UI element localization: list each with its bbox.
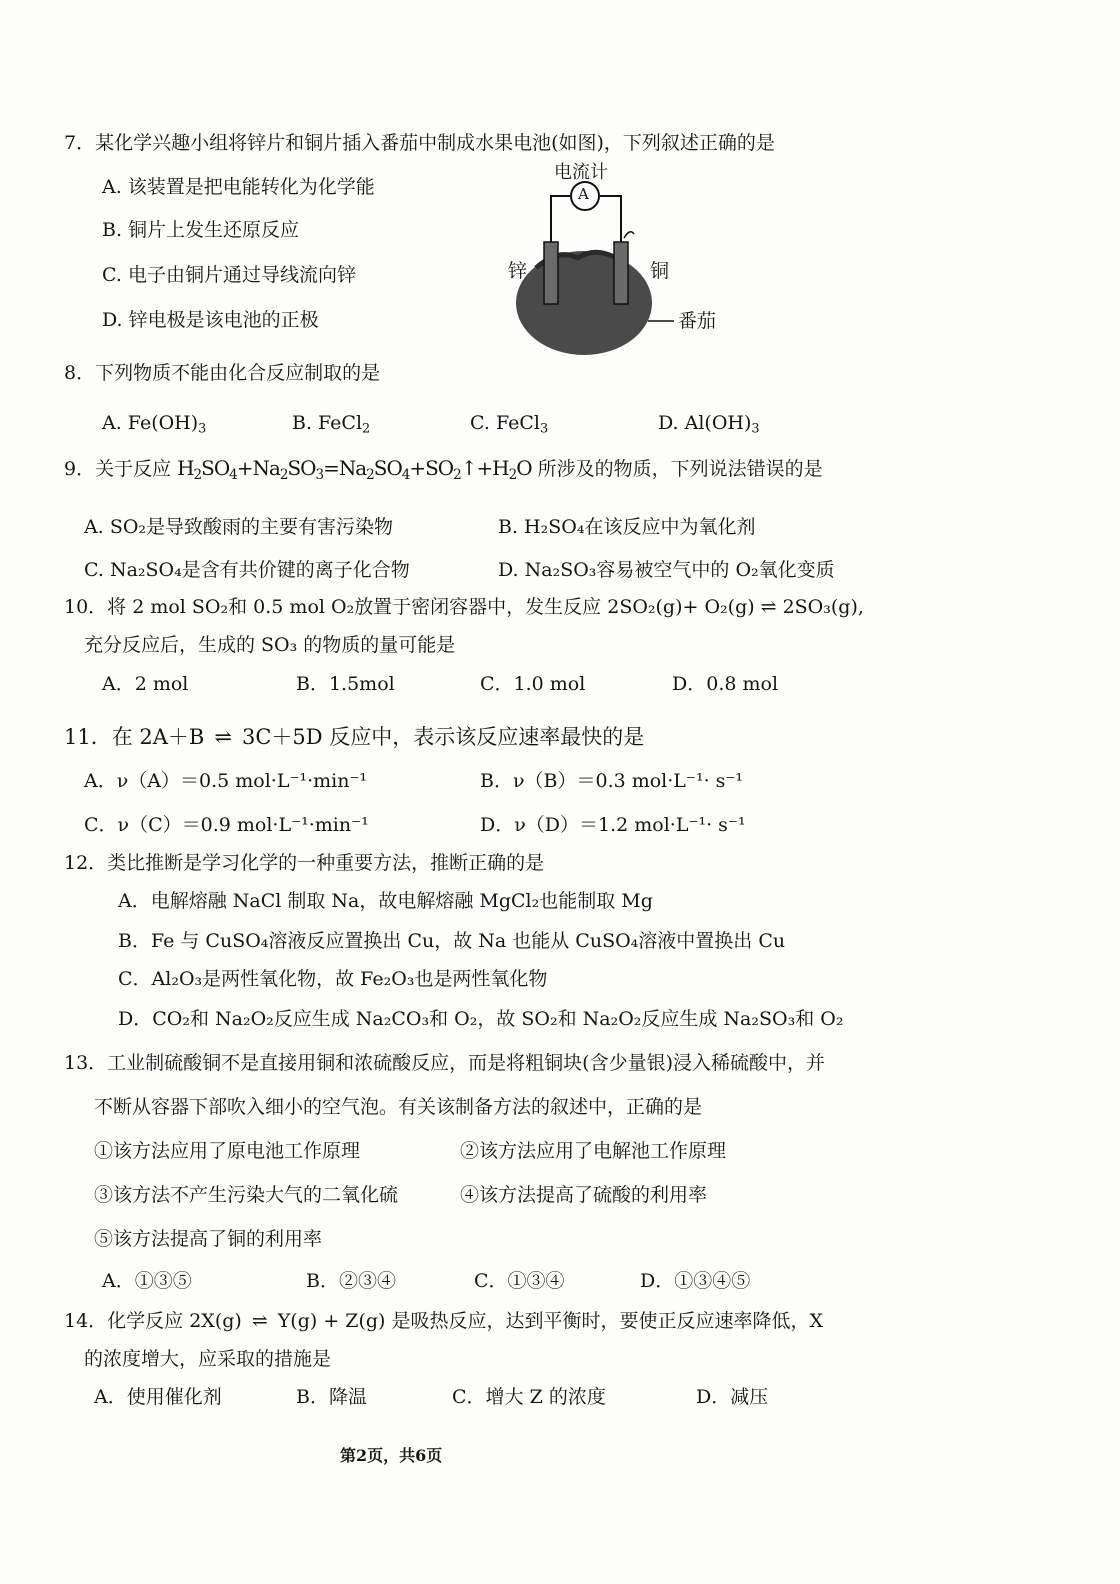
- q12-option-c: C．Al₂O₃是两性氧化物，故 Fe₂O₃也是两性氧化物: [118, 968, 548, 990]
- q8-option-d: D. $Al(OH)_3$: [658, 412, 760, 437]
- copper-label: 铜: [650, 260, 670, 282]
- q13-option-a: A．①③⑤: [102, 1270, 192, 1292]
- q13-statement-5: ⑤该方法提高了铜的利用率: [94, 1228, 323, 1250]
- q9-option-b: B. H₂SO₄在该反应中为氧化剂: [498, 516, 756, 538]
- q13-option-b: B．②③④: [306, 1270, 396, 1292]
- q14-option-d: D．减压: [696, 1386, 769, 1408]
- q9-equation: $H_2SO_4+Na_2SO_3=Na_2SO_4+SO_2↑+H_2O$: [177, 456, 532, 483]
- q14-option-c: C．增大 Z 的浓度: [452, 1386, 606, 1408]
- q8-option-b: B. FeCl$_2$: [292, 412, 371, 437]
- q8-option-c: C. FeCl$_3$: [470, 412, 549, 437]
- q13-statement-3: ③该方法不产生污染大气的二氧化硫: [94, 1184, 399, 1206]
- q9-option-d: D. Na₂SO₃容易被空气中的 O₂氧化变质: [498, 559, 835, 581]
- wire-left: [551, 196, 570, 242]
- q11-option-d: D．ν（D）＝1.2 mol·L⁻¹· s⁻¹: [480, 814, 746, 836]
- q9-option-a: A. SO₂是导致酸雨的主要有害污染物: [84, 516, 394, 538]
- q12-option-d: D．CO₂和 Na₂O₂反应生成 Na₂CO₃和 O₂，故 SO₂和 Na₂O₂反应生成 Na₂SO₃和 O₂: [118, 1008, 844, 1030]
- q10-stem-line2: 充分反应后，生成的 SO₃ 的物质的量可能是: [84, 634, 456, 656]
- q7-option-d: D. 锌电极是该电池的正极: [102, 309, 319, 331]
- q10-option-a: A．2 mol: [102, 673, 189, 695]
- fruit-battery-diagram: [498, 160, 758, 375]
- q11-stem: 11．在 2A＋B ⇌ 3C＋5D 反应中，表示该反应速率最快的是: [64, 725, 645, 749]
- q8-stem: 8．下列物质不能由化合反应制取的是: [64, 362, 381, 384]
- q11-option-c: C．ν（C）＝0.9 mol·L⁻¹·min⁻¹: [84, 814, 369, 836]
- zinc-plate: [544, 242, 558, 304]
- q13-stem-line1: 13．工业制硫酸铜不是直接用铜和浓硫酸反应，而是将粗铜块(含少量银)浸入稀硫酸中，并: [64, 1052, 826, 1074]
- q14-option-a: A．使用催化剂: [94, 1386, 222, 1408]
- q14-stem-line2: 的浓度增大，应采取的措施是: [84, 1348, 332, 1370]
- q10-option-c: C．1.0 mol: [480, 673, 586, 695]
- q13-option-d: D．①③④⑤: [640, 1270, 751, 1292]
- q9-option-c: C. Na₂SO₄是含有共价键的离子化合物: [84, 559, 410, 581]
- fruit-battery-figure: [498, 160, 758, 375]
- q10-stem-line1: 10．将 2 mol SO₂和 0.5 mol O₂放置于密闭容器中，发生反应 2SO₂(g)+ O₂(g) ⇌ 2SO₃(g),: [64, 596, 864, 618]
- ammeter-symbol: A: [578, 185, 589, 203]
- q10-option-b: B．1.5mol: [296, 673, 395, 695]
- q13-statement-4: ④该方法提高了硫酸的利用率: [460, 1184, 708, 1206]
- q11-option-a: A．ν（A）＝0.5 mol·L⁻¹·min⁻¹: [84, 770, 368, 792]
- q12-option-b: B．Fe 与 CuSO₄溶液反应置换出 Cu，故 Na 也能从 CuSO₄溶液中置换出 Cu: [118, 930, 786, 952]
- q12-option-a: A．电解熔融 NaCl 制取 Na，故电解熔融 MgCl₂也能制取 Mg: [118, 890, 653, 912]
- q8-option-a: A. $Fe(OH)_3$: [102, 412, 207, 437]
- q7-option-a: A. 该装置是把电能转化为化学能: [102, 176, 375, 198]
- q13-statement-2: ②该方法应用了电解池工作原理: [460, 1140, 727, 1162]
- q13-option-c: C．①③④: [474, 1270, 565, 1292]
- q14-stem-line1: 14．化学反应 2X(g) ⇌ Y(g) + Z(g) 是吸热反应，达到平衡时，要使正反应速率降低，X: [64, 1310, 824, 1332]
- q13-stem-line2: 不断从容器下部吹入细小的空气泡。有关该制备方法的叙述中，正确的是: [94, 1096, 703, 1118]
- q10-option-d: D．0.8 mol: [672, 673, 779, 695]
- q9-stem: 9．关于反应 $H_2SO_4+Na_2SO_3=Na_2SO_4+SO_2↑+H_2O$ 所涉及的物质，下列说法错误的是: [64, 456, 823, 483]
- q7-option-b: B. 铜片上发生还原反应: [102, 219, 300, 241]
- q7-option-c: C. 电子由铜片通过导线流向锌: [102, 264, 356, 286]
- zinc-label: 锌: [508, 260, 528, 282]
- q13-statement-1: ①该方法应用了原电池工作原理: [94, 1140, 361, 1162]
- q7-stem: 7．某化学兴趣小组将锌片和铜片插入番茄中制成水果电池(如图)，下列叙述正确的是: [64, 132, 775, 154]
- ammeter-label: 电流计: [554, 162, 608, 183]
- wire-end: [624, 232, 634, 238]
- equilibrium-arrow-icon: ⇌: [251, 1310, 268, 1332]
- equilibrium-arrow-icon: ⇌: [760, 596, 777, 618]
- page-number: 第2页，共6页: [340, 1446, 443, 1465]
- q14-option-b: B．降温: [296, 1386, 367, 1408]
- copper-plate: [614, 242, 628, 304]
- equilibrium-arrow-icon: ⇌: [214, 725, 232, 749]
- q11-option-b: B．ν（B）＝0.3 mol·L⁻¹· s⁻¹: [480, 770, 744, 792]
- q12-stem: 12．类比推断是学习化学的一种重要方法，推断正确的是: [64, 852, 545, 874]
- tomato-label: 番茄: [678, 310, 717, 332]
- wire-right: [600, 196, 621, 242]
